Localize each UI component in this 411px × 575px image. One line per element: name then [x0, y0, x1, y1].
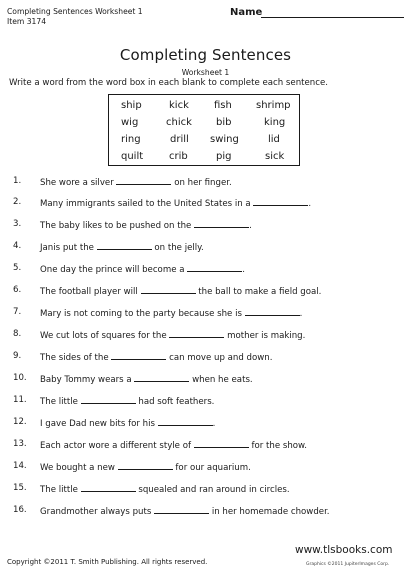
- answer-blank[interactable]: [134, 373, 189, 382]
- question-text-after: in her homemade chowder.: [211, 507, 330, 517]
- word-box-word: drill: [170, 134, 189, 145]
- word-box-word: ship: [121, 100, 142, 111]
- question-number: 1.: [13, 176, 22, 186]
- question-number: 10.: [13, 373, 27, 383]
- word-box-word: king: [264, 117, 286, 128]
- word-box-word: crib: [169, 151, 188, 162]
- question-number: 11.: [13, 395, 27, 405]
- answer-blank[interactable]: [111, 351, 166, 360]
- question-text-before: The little: [40, 397, 78, 407]
- question-text: [40, 329, 305, 341]
- word-box-word: kick: [169, 100, 189, 111]
- word-box-word: pig: [216, 151, 232, 162]
- question-text-after: for our aquarium.: [175, 463, 251, 473]
- question-text-before: Baby Tommy wears a: [40, 375, 132, 385]
- question-text: [40, 373, 253, 385]
- page-subtitle: Worksheet 1: [181, 68, 230, 77]
- answer-blank[interactable]: [169, 329, 224, 338]
- word-box-word: ring: [121, 134, 141, 145]
- question-text-before: We cut lots of squares for the: [40, 331, 167, 341]
- question-text: [40, 461, 251, 473]
- question-text-after: on the jelly.: [154, 243, 204, 253]
- word-box-word: sick: [265, 151, 285, 162]
- graphics-credit: Graphics ©2011 JupiterImages Corp.: [306, 562, 390, 567]
- question-number: 7.: [13, 307, 22, 317]
- answer-blank[interactable]: [187, 263, 242, 272]
- header-worksheet-info: [7, 7, 143, 27]
- website-url: www.tlsbooks.com: [295, 544, 393, 556]
- question-text-before: The little: [40, 485, 78, 495]
- answer-blank[interactable]: [116, 176, 171, 185]
- question-number: 8.: [13, 329, 22, 339]
- name-line: [261, 17, 404, 18]
- question-number: 2.: [13, 197, 22, 207]
- question-text-before: The sides of the: [40, 353, 109, 363]
- question-number: 9.: [13, 351, 22, 361]
- question-text-before: We bought a new: [40, 463, 115, 473]
- answer-blank[interactable]: [194, 439, 249, 448]
- question-number: 3.: [13, 219, 22, 229]
- answer-blank[interactable]: [194, 219, 249, 228]
- answer-blank[interactable]: [81, 395, 136, 404]
- question-text: [40, 307, 302, 319]
- question-text-after: the ball to make a field goal.: [198, 287, 322, 297]
- question-number: 12.: [13, 417, 27, 427]
- answer-blank[interactable]: [118, 461, 173, 470]
- question-text-before: Janis put the: [40, 243, 94, 253]
- answer-blank[interactable]: [154, 505, 209, 514]
- word-box-word: wig: [121, 117, 139, 128]
- worksheet-title-label: Completing Sentences Worksheet 1: [7, 7, 143, 16]
- question-text: [40, 285, 321, 297]
- question-text-after: squealed and ran around in circles.: [138, 485, 290, 495]
- copyright-notice: Copyright ©2011 T. Smith Publishing. All rights reserved.: [7, 558, 208, 566]
- question-number: 14.: [13, 461, 27, 471]
- question-text: [40, 197, 311, 209]
- name-label: Name: [230, 7, 263, 18]
- question-text: [40, 505, 330, 517]
- question-text: [40, 241, 204, 253]
- question-text-after: .: [299, 309, 303, 319]
- answer-blank[interactable]: [97, 241, 152, 250]
- question-text-before: She wore a silver: [40, 178, 114, 188]
- question-text-after: .: [212, 419, 216, 429]
- question-number: 13.: [13, 439, 27, 449]
- question-text: [40, 439, 307, 451]
- word-box-word: bib: [216, 117, 232, 128]
- answer-blank[interactable]: [158, 417, 213, 426]
- word-box-word: lid: [268, 134, 280, 145]
- question-text: [40, 263, 245, 275]
- question-text-after: on her finger.: [174, 178, 232, 188]
- question-text-before: The baby likes to be pushed on the: [40, 221, 192, 231]
- question-text-after: .: [249, 221, 252, 231]
- question-text-after: .: [242, 265, 245, 275]
- page-title: Completing Sentences: [119, 46, 292, 64]
- question-text-before: I gave Dad new bits for his: [40, 419, 155, 429]
- word-box-word: fish: [214, 100, 232, 111]
- question-text-after: when he eats.: [192, 375, 253, 385]
- question-text-after: mother is making.: [227, 331, 306, 341]
- question-text-after: .: [308, 199, 312, 209]
- question-number: 5.: [13, 263, 22, 273]
- answer-blank[interactable]: [81, 483, 136, 492]
- question-number: 16.: [13, 505, 27, 515]
- word-box: [108, 94, 300, 166]
- question-text: [40, 395, 214, 407]
- question-text-before: Many immigrants sailed to the United States in a: [40, 199, 251, 209]
- word-box-word: shrimp: [256, 100, 291, 111]
- word-box-word: quilt: [121, 151, 144, 162]
- question-number: 4.: [13, 241, 22, 251]
- question-text: [40, 417, 215, 429]
- item-number-label: Item 3174: [7, 17, 47, 26]
- instructions: Write a word from the word box in each blank to complete each sentence.: [9, 78, 328, 88]
- answer-blank[interactable]: [253, 197, 308, 206]
- question-text-before: The football player will: [40, 287, 138, 297]
- question-text: [40, 219, 252, 231]
- question-text: [40, 176, 232, 188]
- question-number: 15.: [13, 483, 27, 493]
- word-box-word: swing: [210, 134, 239, 145]
- question-text-after: had soft feathers.: [138, 397, 215, 407]
- question-text-before: Each actor wore a different style of: [40, 441, 191, 451]
- question-text: [40, 351, 272, 363]
- answer-blank[interactable]: [141, 285, 196, 294]
- question-text-after: for the show.: [251, 441, 307, 451]
- question-text-before: Grandmother always puts: [40, 507, 152, 517]
- question-text-after: can move up and down.: [169, 353, 273, 363]
- answer-blank[interactable]: [245, 307, 300, 316]
- word-box-word: chick: [166, 117, 192, 128]
- question-text: [40, 483, 290, 495]
- question-text-before: Mary is not coming to the party because she is: [40, 309, 242, 319]
- question-text-before: One day the prince will become a: [40, 265, 185, 275]
- question-number: 6.: [13, 285, 22, 295]
